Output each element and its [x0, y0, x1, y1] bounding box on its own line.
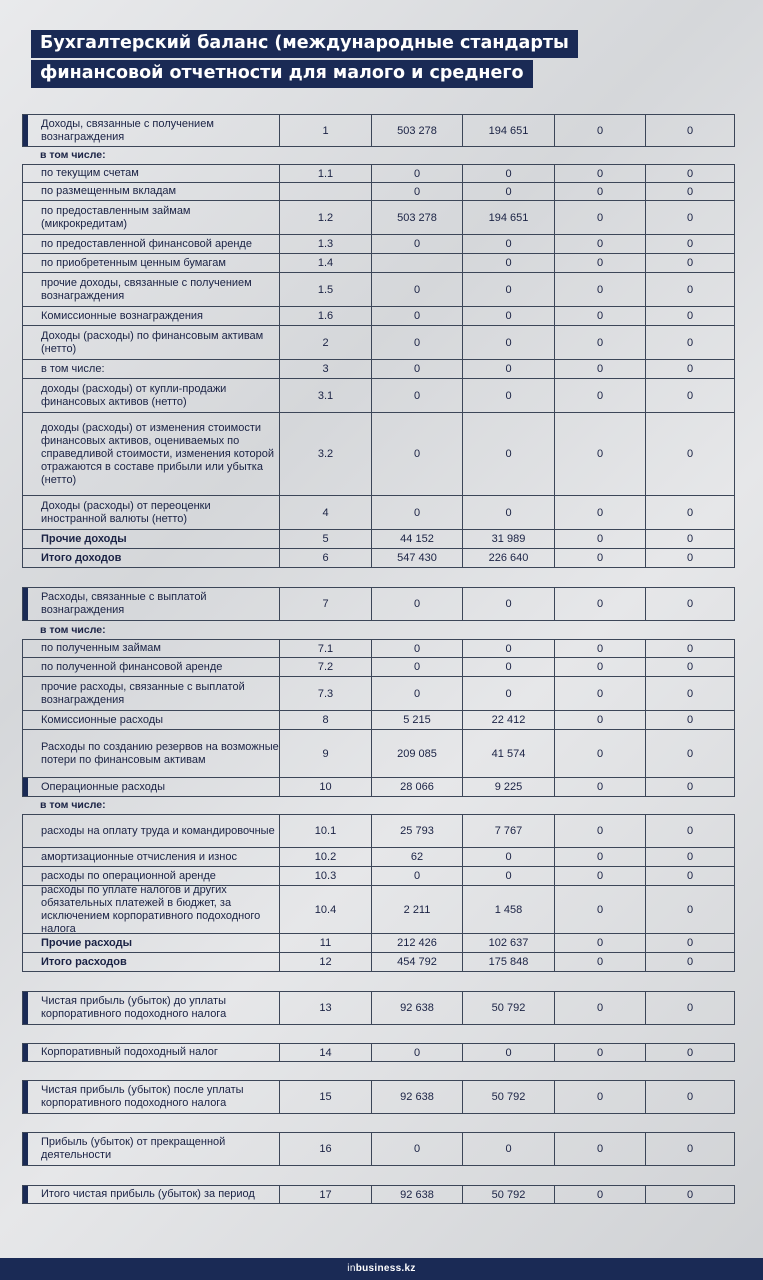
value-cell: 28 066 [371, 778, 462, 796]
value-cell: 0 [371, 360, 462, 378]
title-line-2: финансовой отчетности для малого и среднего [31, 60, 533, 88]
row-label: доходы (расходы) от купли-продажи финансовых активов (нетто) [41, 382, 227, 408]
value-cell: 0 [554, 815, 645, 847]
value-cell: 0 [554, 886, 645, 933]
table-row [22, 235, 735, 254]
row-code-cell: 10.3 [279, 867, 371, 885]
row-accent-bar [23, 992, 28, 1024]
value-cell: 0 [371, 235, 462, 253]
value-cell: 0 [554, 496, 645, 529]
row-code-cell: 7.2 [279, 658, 371, 676]
value-cell: 0 [645, 379, 734, 412]
table-row [22, 326, 735, 360]
value-cell: 0 [371, 658, 462, 676]
table-row [22, 164, 735, 183]
value-cell: 0 [462, 183, 554, 200]
value-cell: 0 [554, 183, 645, 200]
value-cell: 0 [462, 496, 554, 529]
value-cell: 0 [554, 992, 645, 1024]
row-label: Итого доходов [41, 551, 122, 564]
value-cell: 0 [462, 326, 554, 359]
value-cell: 0 [462, 360, 554, 378]
row-label: Прочие расходы [41, 936, 132, 949]
value-cell: 0 [462, 235, 554, 253]
table-row [22, 991, 735, 1025]
row-label: Чистая прибыль (убыток) после уплаты корпоративного подоходного налога [41, 1084, 244, 1109]
table-row [22, 114, 735, 147]
value-cell: 0 [554, 640, 645, 657]
value-cell: 503 278 [371, 201, 462, 234]
row-code-cell: 1.6 [279, 307, 371, 325]
value-cell: 25 793 [371, 815, 462, 847]
subheader-row [22, 147, 735, 164]
row-code-cell: 9 [279, 730, 371, 777]
value-cell: 7 767 [462, 815, 554, 847]
row-code-cell: 5 [279, 530, 371, 548]
table-row [22, 1132, 735, 1166]
value-cell: 9 225 [462, 778, 554, 796]
value-cell: 0 [462, 413, 554, 495]
value-cell: 0 [645, 934, 734, 952]
table-row [22, 778, 735, 797]
table-row [22, 587, 735, 621]
value-cell: 0 [554, 711, 645, 729]
row-label: Доходы, связанные с получением вознаграждения [41, 117, 214, 143]
table-row [22, 273, 735, 307]
row-label: Операционные расходы [41, 780, 165, 793]
value-cell: 0 [554, 307, 645, 325]
brand-prefix: in [347, 1263, 356, 1274]
value-cell: 0 [462, 273, 554, 306]
row-label: прочие расходы, связанные с выплатой вознаграждения [41, 680, 245, 706]
row-code-cell: 1.5 [279, 273, 371, 306]
value-cell: 0 [554, 360, 645, 378]
row-code-cell: 13 [279, 992, 371, 1024]
value-cell: 0 [554, 1081, 645, 1113]
value-cell: 0 [645, 1044, 734, 1061]
value-cell: 0 [371, 307, 462, 325]
row-code-cell: 10.1 [279, 815, 371, 847]
row-code-cell: 3 [279, 360, 371, 378]
row-label: в том числе: [40, 149, 106, 161]
value-cell: 0 [645, 848, 734, 866]
row-label: доходы (расходы) от изменения стоимости финансовых активов, оцениваемых по справедливой стоимости, изменения которой отражаются в составе прибыли или убытка (нетто) [41, 421, 274, 486]
value-cell: 194 651 [462, 115, 554, 146]
value-cell: 0 [645, 1133, 734, 1165]
table-row [22, 1080, 735, 1114]
table-row [22, 848, 735, 867]
row-label: прочие доходы, связанные с получением вознаграждения [41, 276, 252, 302]
table-row [22, 307, 735, 326]
value-cell: 0 [371, 640, 462, 657]
value-cell: 194 651 [462, 201, 554, 234]
value-cell: 0 [554, 235, 645, 253]
value-cell: 0 [462, 640, 554, 657]
footer-brand [0, 1258, 763, 1280]
row-code-cell: 17 [279, 1186, 371, 1203]
value-cell: 0 [462, 867, 554, 885]
value-cell: 0 [371, 496, 462, 529]
value-cell: 0 [645, 815, 734, 847]
value-cell: 0 [554, 201, 645, 234]
value-cell: 547 430 [371, 549, 462, 567]
table-row [22, 360, 735, 379]
row-code-cell: 2 [279, 326, 371, 359]
value-cell: 0 [554, 934, 645, 952]
table-row [22, 814, 735, 848]
value-cell: 2 211 [371, 886, 462, 933]
value-cell: 0 [645, 953, 734, 971]
value-cell: 0 [462, 165, 554, 182]
row-label: Итого расходов [41, 955, 127, 968]
table-row [22, 254, 735, 273]
table-row [22, 677, 735, 711]
row-code-cell: 1.3 [279, 235, 371, 253]
value-cell: 44 152 [371, 530, 462, 548]
table-row [22, 379, 735, 413]
row-label: по текущим счетам [41, 167, 139, 179]
row-label: по полученным займам [41, 642, 161, 654]
value-cell: 0 [462, 658, 554, 676]
value-cell: 0 [554, 848, 645, 866]
row-code-cell: 16 [279, 1133, 371, 1165]
row-label: Доходы (расходы) по финансовым активам (нетто) [41, 329, 264, 355]
value-cell: 0 [645, 867, 734, 885]
value-cell: 0 [371, 588, 462, 620]
row-accent-bar [23, 115, 28, 146]
table-row [22, 730, 735, 778]
row-label: Комиссионные вознаграждения [41, 309, 203, 322]
value-cell: 0 [645, 1186, 734, 1203]
value-cell: 92 638 [371, 992, 462, 1024]
value-cell: 50 792 [462, 1081, 554, 1113]
value-cell: 0 [645, 711, 734, 729]
row-label: по предоставленной финансовой аренде [41, 237, 252, 250]
value-cell: 31 989 [462, 530, 554, 548]
value-cell: 41 574 [462, 730, 554, 777]
subheader-row [22, 621, 735, 639]
subheader-row [22, 797, 735, 814]
value-cell: 0 [645, 778, 734, 796]
row-code-cell: 10.4 [279, 886, 371, 933]
value-cell: 0 [554, 379, 645, 412]
row-code-cell: 3.2 [279, 413, 371, 495]
value-cell: 0 [645, 530, 734, 548]
table-row [22, 711, 735, 730]
value-cell: 0 [371, 183, 462, 200]
value-cell: 92 638 [371, 1186, 462, 1203]
value-cell: 0 [645, 273, 734, 306]
value-cell: 0 [554, 588, 645, 620]
table-row [22, 530, 735, 549]
row-code-cell [279, 183, 371, 200]
value-cell: 226 640 [462, 549, 554, 567]
value-cell: 0 [462, 379, 554, 412]
value-cell: 0 [371, 1044, 462, 1061]
row-code-cell: 1 [279, 115, 371, 146]
value-cell: 0 [462, 307, 554, 325]
row-code-cell: 1.4 [279, 254, 371, 272]
row-label: Итого чистая прибыль (убыток) за период [41, 1188, 255, 1200]
value-cell: 92 638 [371, 1081, 462, 1113]
table-row [22, 183, 735, 201]
value-cell: 0 [554, 730, 645, 777]
value-cell: 0 [645, 115, 734, 146]
value-cell: 0 [554, 254, 645, 272]
table-row [22, 953, 735, 972]
row-code-cell: 7.3 [279, 677, 371, 710]
value-cell: 0 [371, 413, 462, 495]
value-cell: 102 637 [462, 934, 554, 952]
value-cell: 0 [645, 413, 734, 495]
value-cell: 0 [645, 307, 734, 325]
value-cell: 0 [462, 1044, 554, 1061]
value-cell: 0 [371, 273, 462, 306]
value-cell: 0 [645, 677, 734, 710]
row-code-cell: 15 [279, 1081, 371, 1113]
table-row [22, 1185, 735, 1204]
row-label: в том числе: [40, 799, 106, 811]
brand-name: business.kz [355, 1263, 416, 1274]
row-accent-bar [23, 588, 28, 620]
value-cell: 0 [554, 658, 645, 676]
row-label: по размещенным вкладам [41, 185, 177, 197]
row-label: Комиссионные расходы [41, 713, 164, 726]
table-row [22, 413, 735, 496]
value-cell: 0 [554, 1044, 645, 1061]
value-cell: 175 848 [462, 953, 554, 971]
table-row [22, 639, 735, 658]
value-cell: 0 [462, 1133, 554, 1165]
value-cell: 0 [554, 530, 645, 548]
value-cell: 0 [645, 886, 734, 933]
value-cell: 0 [371, 379, 462, 412]
row-accent-bar [23, 1133, 28, 1165]
row-code-cell: 7.1 [279, 640, 371, 657]
row-accent-bar [23, 1081, 28, 1113]
value-cell: 0 [645, 254, 734, 272]
value-cell: 0 [554, 115, 645, 146]
row-code-cell: 10 [279, 778, 371, 796]
value-cell: 0 [645, 201, 734, 234]
value-cell: 0 [371, 326, 462, 359]
table-row [22, 201, 735, 235]
value-cell: 0 [371, 677, 462, 710]
value-cell: 0 [645, 992, 734, 1024]
value-cell: 0 [554, 549, 645, 567]
value-cell: 0 [554, 413, 645, 495]
value-cell: 0 [645, 165, 734, 182]
value-cell: 0 [645, 183, 734, 200]
value-cell: 0 [645, 496, 734, 529]
row-code-cell: 8 [279, 711, 371, 729]
row-code-cell: 7 [279, 588, 371, 620]
value-cell: 0 [462, 254, 554, 272]
value-cell: 0 [645, 588, 734, 620]
row-label: Расходы, связанные с выплатой вознаграждения [41, 591, 207, 616]
value-cell: 0 [554, 677, 645, 710]
row-code-cell: 1.1 [279, 165, 371, 182]
row-label: Прибыль (убыток) от прекращенной деятельности [41, 1136, 226, 1161]
value-cell: 454 792 [371, 953, 462, 971]
value-cell: 0 [462, 588, 554, 620]
row-label: Корпоративный подоходный налог [41, 1046, 218, 1058]
row-accent-bar [23, 778, 28, 796]
value-cell: 0 [371, 1133, 462, 1165]
value-cell: 0 [645, 549, 734, 567]
row-code-cell: 10.2 [279, 848, 371, 866]
table-row [22, 883, 735, 935]
value-cell: 0 [645, 658, 734, 676]
row-accent-bar [23, 1186, 28, 1203]
value-cell: 0 [554, 1186, 645, 1203]
row-accent-bar [23, 1044, 28, 1061]
value-cell: 0 [554, 1133, 645, 1165]
value-cell: 0 [645, 235, 734, 253]
row-code-cell: 1.2 [279, 201, 371, 234]
table-row [22, 549, 735, 568]
value-cell: 209 085 [371, 730, 462, 777]
value-cell: 0 [554, 165, 645, 182]
row-code-cell: 12 [279, 953, 371, 971]
value-cell [371, 254, 462, 272]
value-cell: 0 [462, 848, 554, 866]
value-cell: 212 426 [371, 934, 462, 952]
row-code-cell: 6 [279, 549, 371, 567]
value-cell: 0 [645, 360, 734, 378]
value-cell: 22 412 [462, 711, 554, 729]
value-cell: 0 [554, 953, 645, 971]
row-label: амортизационные отчисления и износ [41, 850, 237, 863]
value-cell: 62 [371, 848, 462, 866]
value-cell: 50 792 [462, 1186, 554, 1203]
title-line-1: Бухгалтерский баланс (международные стандарты [31, 30, 578, 58]
row-label: по полученной финансовой аренде [41, 660, 223, 673]
table-row [22, 934, 735, 953]
value-cell: 5 215 [371, 711, 462, 729]
value-cell: 0 [645, 730, 734, 777]
value-cell: 0 [554, 778, 645, 796]
value-cell: 1 458 [462, 886, 554, 933]
row-code-cell: 3.1 [279, 379, 371, 412]
value-cell: 0 [554, 273, 645, 306]
table-row [22, 658, 735, 677]
row-label: Доходы (расходы) от переоценки иностранной валюты (нетто) [41, 499, 211, 525]
row-label: Прочие доходы [41, 532, 127, 545]
table-row [22, 1043, 735, 1062]
value-cell: 50 792 [462, 992, 554, 1024]
value-cell: 0 [554, 326, 645, 359]
row-label: по приобретенным ценным бумагам [41, 256, 226, 269]
table-row [22, 496, 735, 530]
income-statement-table [22, 114, 735, 1204]
value-cell: 0 [371, 867, 462, 885]
row-label: Расходы по созданию резервов на возможные потери по финансовым активам [41, 740, 279, 766]
page-title [31, 30, 578, 88]
row-code-cell: 11 [279, 934, 371, 952]
row-label: расходы по операционной аренде [41, 869, 216, 882]
row-label: расходы на оплату труда и командировочные [41, 824, 275, 837]
value-cell: 503 278 [371, 115, 462, 146]
value-cell: 0 [645, 640, 734, 657]
row-label: расходы по уплате налогов и других обязательных платежей в бюджет, за исключением корпоративного подоходного налога [41, 883, 261, 935]
row-label: Чистая прибыль (убыток) до уплаты корпоративного подоходного налога [41, 995, 227, 1020]
value-cell: 0 [645, 1081, 734, 1113]
value-cell: 0 [645, 326, 734, 359]
row-label: по предоставленным займам (микрокредитам) [41, 204, 191, 230]
row-code-cell: 4 [279, 496, 371, 529]
row-label: в том числе: [40, 623, 106, 636]
value-cell: 0 [554, 867, 645, 885]
row-label: в том числе: [41, 362, 105, 375]
value-cell: 0 [371, 165, 462, 182]
value-cell: 0 [462, 677, 554, 710]
row-code-cell: 14 [279, 1044, 371, 1061]
